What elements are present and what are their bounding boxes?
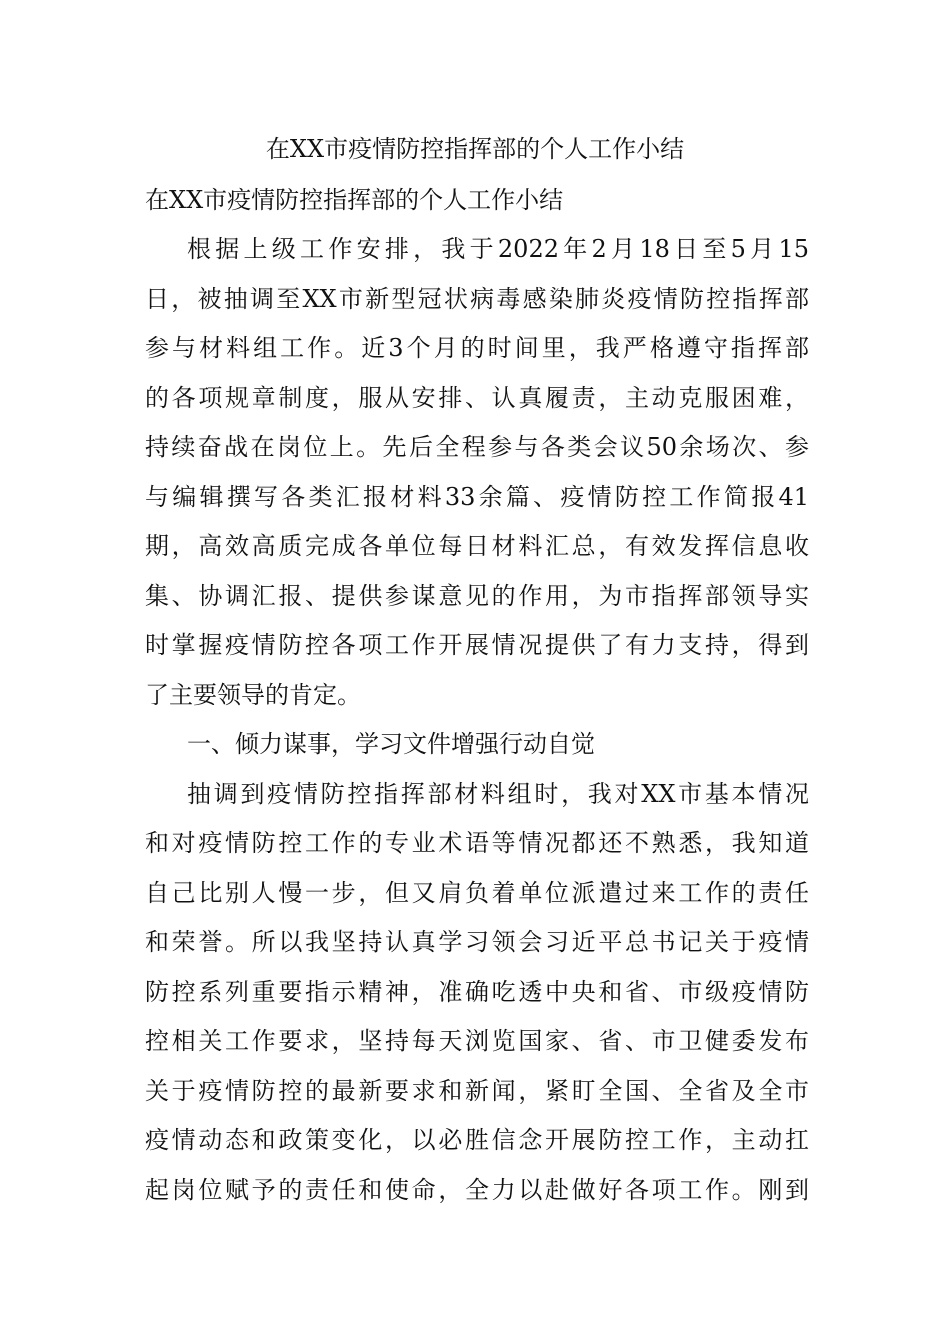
paragraph-line: 抽调到疫情防控指挥部材料组时，我对XX市基本情况 <box>187 780 809 808</box>
paragraph-line: 根据上级工作安排，我于2022年2月18日至5月15 <box>187 235 809 263</box>
document-subtitle: 在XX市疫情防控指挥部的个人工作小结 <box>145 186 564 214</box>
section-heading: 一、倾力谋事，学习文件增强行动自觉 <box>187 730 595 758</box>
paragraph-line: 了主要领导的肯定。 <box>145 681 361 709</box>
paragraph-line: 集、协调汇报、提供参谋意见的作用，为市指挥部领导实 <box>145 582 809 610</box>
paragraph-line: 防控系列重要指示精神，准确吃透中央和省、市级疫情防 <box>145 978 809 1006</box>
paragraph-line: 控相关工作要求，坚持每天浏览国家、省、市卫健委发布 <box>145 1027 809 1055</box>
paragraph-line: 日，被抽调至XX市新型冠状病毒感染肺炎疫情防控指挥部 <box>145 285 809 313</box>
paragraph-line: 自己比别人慢一步，但又肩负着单位派遣过来工作的责任 <box>145 879 809 907</box>
paragraph-line: 时掌握疫情防控各项工作开展情况提供了有力支持，得到 <box>145 631 809 659</box>
document-title: 在XX市疫情防控指挥部的个人工作小结 <box>265 135 685 163</box>
paragraph-line: 和荣誉。所以我坚持认真学习领会习近平总书记关于疫情 <box>145 928 809 956</box>
paragraph-line: 和对疫情防控工作的专业术语等情况都还不熟悉，我知道 <box>145 829 809 857</box>
paragraph-line: 起岗位赋予的责任和使命，全力以赴做好各项工作。刚到 <box>145 1176 809 1204</box>
paragraph-line: 疫情动态和政策变化，以必胜信念开展防控工作，主动扛 <box>145 1126 809 1154</box>
paragraph-line: 期，高效高质完成各单位每日材料汇总，有效发挥信息收 <box>145 532 809 560</box>
paragraph-line: 关于疫情防控的最新要求和新闻，紧盯全国、全省及全市 <box>145 1077 809 1105</box>
paragraph-line: 持续奋战在岗位上。先后全程参与各类会议50余场次、参 <box>145 433 809 461</box>
paragraph-line: 与编辑撰写各类汇报材料33余篇、疫情防控工作简报41 <box>145 483 809 511</box>
paragraph-line: 参与材料组工作。近3个月的时间里，我严格遵守指挥部 <box>145 334 809 362</box>
paragraph-line: 的各项规章制度，服从安排、认真履责，主动克服困难， <box>145 384 809 412</box>
